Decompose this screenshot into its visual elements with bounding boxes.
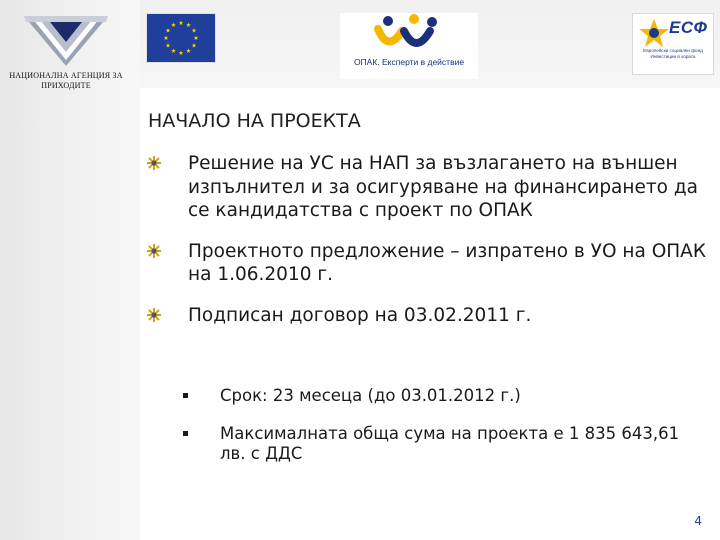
esf-logo <box>632 13 714 75</box>
eu-flag-icon <box>146 13 216 63</box>
sub-bullet-text: Срок: 23 месеца (до 03.01.2012 г.) <box>220 386 521 405</box>
slide-title: НАЧАЛО НА ПРОЕКТА <box>148 110 361 132</box>
opak-logo <box>340 13 478 79</box>
sub-bullet-list <box>180 386 700 482</box>
esf-title: ЕСФ <box>669 18 708 37</box>
sub-bullet-text: Максималната обща сума на проекта е 1 835 643,61 лв. с ДДС <box>220 424 680 463</box>
page-number: 4 <box>694 514 702 528</box>
nap-logo-icon <box>24 12 108 68</box>
bullet-item <box>146 240 712 287</box>
star-burst-icon <box>146 155 162 171</box>
esf-subtitle: Европейски социален фонд Инвестиции в хората <box>643 48 703 59</box>
esf-star-icon <box>637 17 671 49</box>
bullet-text: Проектното предложение – изпратено в УО на ОПАК на 1.06.2010 г. <box>188 240 706 285</box>
sub-bullet-item <box>180 386 700 406</box>
agency-name: НАЦИОНАЛНА АГЕНЦИЯ ЗА ПРИХОДИТЕ <box>9 71 123 90</box>
star-burst-icon <box>146 307 162 323</box>
star-burst-icon <box>146 243 162 259</box>
bullet-item <box>146 304 712 328</box>
bullet-text: Подписан договор на 03.02.2011 г. <box>188 304 532 326</box>
sub-bullet-item <box>180 424 700 464</box>
square-bullet-icon <box>183 393 188 398</box>
bullet-text: Решение на УС на НАП за възлагането на външен изпълнител и за осигуряване на финансирането да се кандидатства с проект по ОПАК <box>188 153 698 221</box>
left-sidebar <box>0 0 140 540</box>
opak-caption: ОПАК. Експерти в действие <box>353 57 465 67</box>
square-bullet-icon <box>183 431 188 436</box>
bullet-list <box>146 152 712 344</box>
opak-people-icon <box>340 13 478 57</box>
bullet-item <box>146 152 712 223</box>
